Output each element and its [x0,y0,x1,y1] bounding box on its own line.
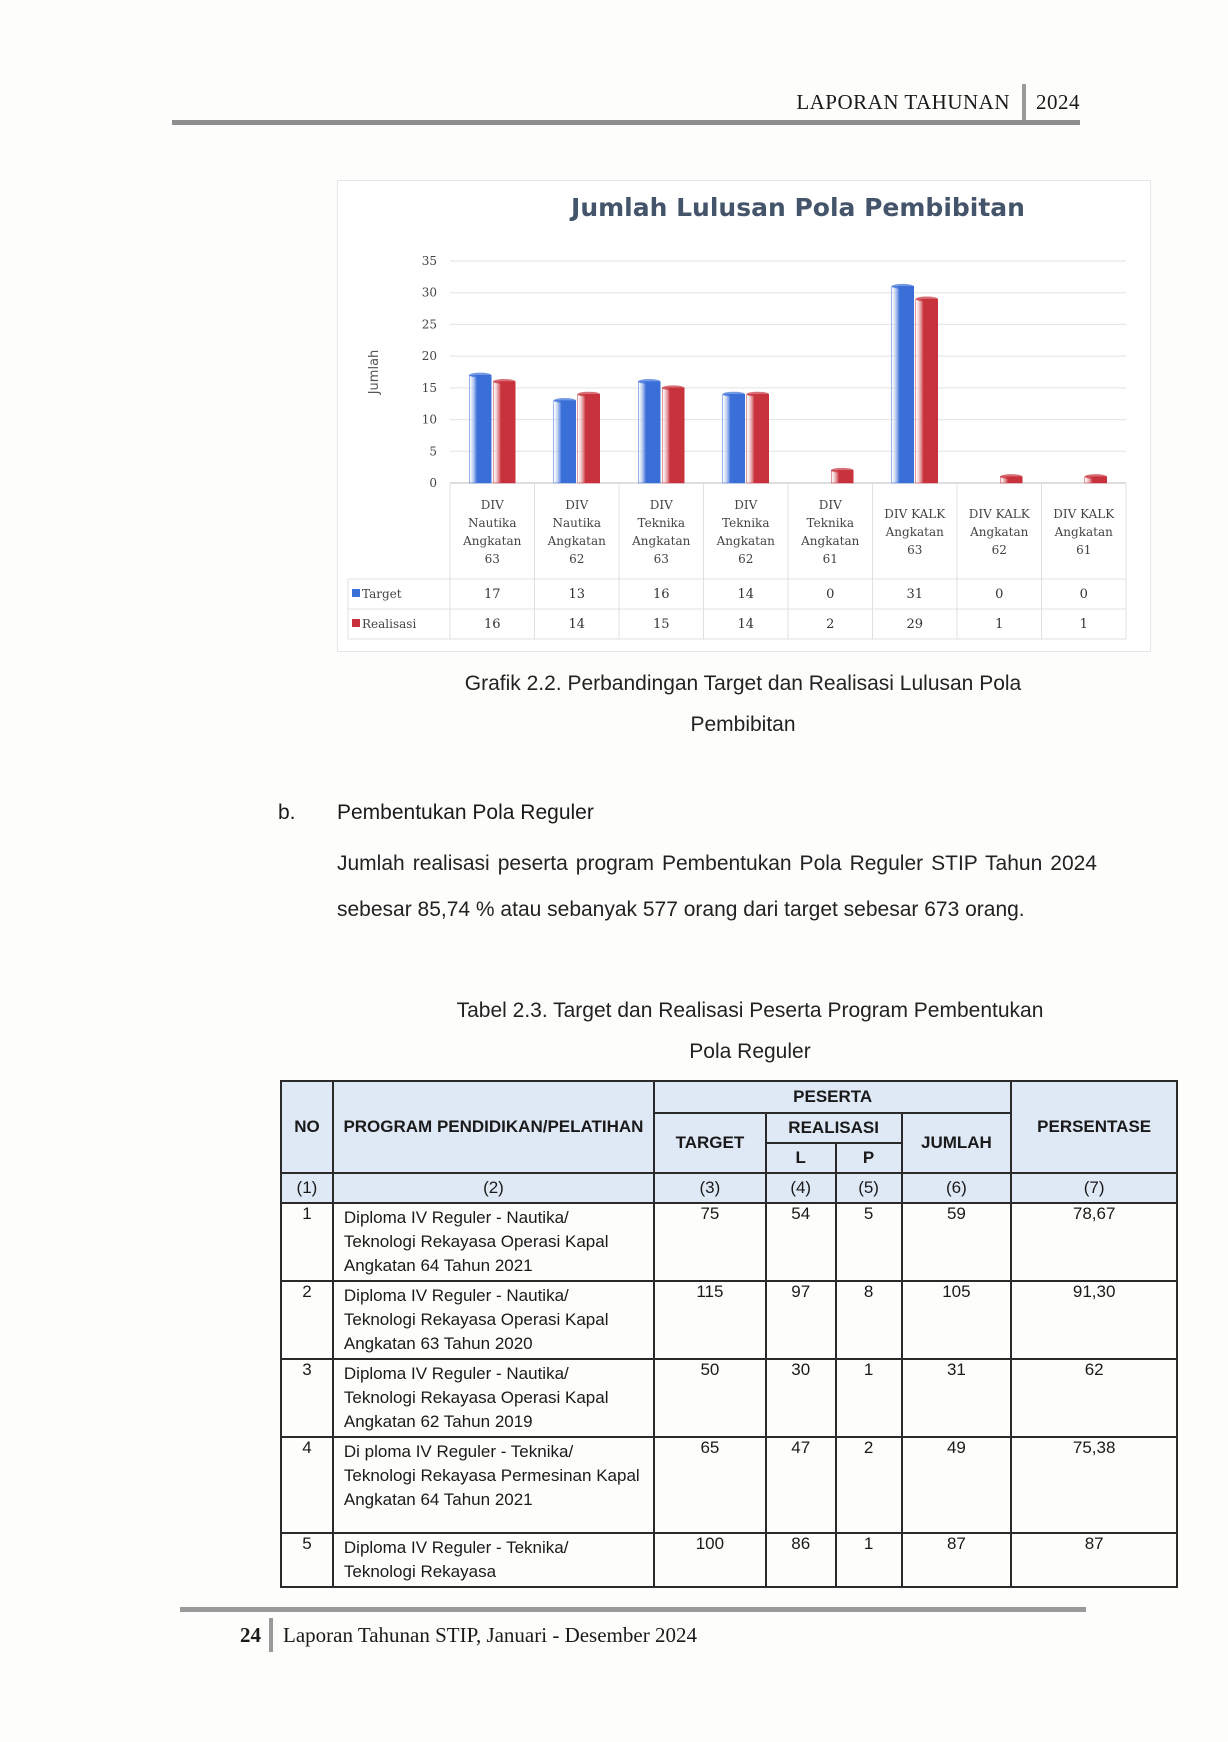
legend-key-realisasi [352,619,360,627]
section-title: Pembentukan Pola Reguler [337,801,594,824]
col-header-peserta: PESERTA [654,1081,1011,1113]
x-category-label: DIV KALK Angkatan 61 [1053,507,1115,557]
bar-realisasi [747,394,769,483]
x-category-label: DIV Teknika Angkatan 61 [801,498,860,566]
y-axis-label: Jumlah [367,349,382,395]
data-label: 16 [652,587,670,602]
cell-no: 5 [281,1533,333,1587]
cell-p: 8 [836,1281,902,1359]
x-category-label: DIV Nautika Angkatan 63 [463,498,522,566]
cell-p: 1 [836,1533,902,1587]
cell-p: 2 [836,1437,902,1533]
cell-no: 3 [281,1359,333,1437]
bar-target [892,286,914,483]
chart-canvas [338,181,1150,651]
table-row [281,1359,1177,1437]
index-cell: (7) [1011,1173,1177,1203]
y-tick-label: 20 [421,349,437,364]
page-header [172,70,1080,125]
cell-l: 30 [766,1359,836,1437]
x-category-label: DIV Teknika Angkatan 62 [716,498,775,566]
section-paragraph: Jumlah realisasi peserta program Pembentukan Pola Reguler STIP Tahun 2024 sebesar 85,74 % atau sebanyak 577 orang dari target sebesar 673 orang. [337,852,1097,921]
cell-p: 1 [836,1359,902,1437]
data-label: 0 [1079,587,1088,602]
bar-cap [662,385,684,390]
index-row [281,1173,1177,1203]
cell-program: Diploma IV Reguler - Nautika/ Teknologi Rekayasa Operasi Kapal Angkatan 63 Tahun 2020 [333,1281,654,1359]
cell-program: Diploma IV Reguler - Nautika/ Teknologi Rekayasa Operasi Kapal Angkatan 64 Tahun 2021 [333,1203,654,1281]
data-label: 0 [995,587,1004,602]
bar-cap [493,379,515,384]
page-footer [240,1618,697,1652]
footer-text: Laporan Tahunan STIP, Januari - Desember 2024 [283,1622,697,1647]
data-label: 16 [483,617,501,632]
cell-persentase: 62 [1011,1359,1177,1437]
data-label: 17 [483,587,501,602]
legend-label: Target [362,587,402,601]
figure-caption-line1: Grafik 2.2. Perbandingan Target dan Realisasi Lulusan Pola [464,672,1022,695]
figure-caption-line2: Pembibitan [690,713,796,736]
x-category-label: DIV Nautika Angkatan 62 [547,498,606,566]
header-divider [1022,84,1026,120]
cell-target: 75 [654,1203,766,1281]
bar-realisasi [662,388,684,483]
cell-persentase: 75,38 [1011,1437,1177,1533]
bar-cap [916,297,938,302]
bar-target [638,382,660,483]
col-header-persentase: PERSENTASE [1011,1081,1177,1173]
y-tick-label: 30 [421,285,437,300]
footer-rule [180,1607,1086,1612]
table-row [281,1533,1177,1587]
data-label: 31 [906,587,924,602]
cell-program: Diploma IV Reguler - Nautika/ Teknologi Rekayasa Operasi Kapal Angkatan 62 Tahun 2019 [333,1359,654,1437]
bar-cap [747,392,769,397]
data-label: 1 [1079,617,1088,632]
cell-persentase: 78,67 [1011,1203,1177,1281]
cell-jumlah: 87 [902,1533,1012,1587]
index-cell: (3) [654,1173,766,1203]
bar-cap [1000,474,1022,479]
col-header-program: PROGRAM PENDIDIKAN/PELATIHAN [333,1081,654,1173]
y-tick-label: 10 [421,412,437,427]
bar-realisasi [578,394,600,483]
cell-target: 115 [654,1281,766,1359]
cell-l: 86 [766,1533,836,1587]
data-label: 14 [737,617,755,632]
table-caption-line1: Tabel 2.3. Target dan Realisasi Peserta Program Pembentukan [456,999,1044,1022]
participants-table [280,1080,1178,1588]
bar-cap [638,379,660,384]
col-header-target: TARGET [654,1113,766,1173]
index-cell: (4) [766,1173,836,1203]
y-tick-label: 15 [421,380,437,395]
cell-program: Di ploma IV Reguler - Teknika/ Teknologi Rekayasa Permesinan Kapal Angkatan 64 Tahun 2021 [333,1437,654,1533]
y-tick-label: 25 [421,317,437,332]
cell-persentase: 91,30 [1011,1281,1177,1359]
cell-no: 1 [281,1203,333,1281]
cell-l: 47 [766,1437,836,1533]
y-tick-label: 0 [429,476,437,490]
header-year: 2024 [1036,89,1080,114]
bar-chart [337,180,1151,652]
y-tick-label: 35 [421,254,437,268]
cell-target: 65 [654,1437,766,1533]
cell-p: 5 [836,1203,902,1281]
data-label: 2 [826,617,835,632]
col-header-realisasi: REALISASI [766,1113,902,1143]
table-row [281,1203,1177,1281]
col-header-p: P [836,1143,902,1173]
chart-title: Jumlah Lulusan Pola Pembibitan [571,193,1025,222]
bar-cap [723,392,745,397]
cell-jumlah: 105 [902,1281,1012,1359]
bar-target [469,375,491,483]
cell-l: 97 [766,1281,836,1359]
legend-key-target [352,589,360,597]
bar-realisasi [916,299,938,483]
col-header-jumlah: JUMLAH [902,1113,1012,1173]
section-letter: b. [278,801,296,824]
data-label: 29 [906,617,924,632]
bar-target [554,401,576,483]
cell-l: 54 [766,1203,836,1281]
bar-cap [554,398,576,403]
data-label: 15 [652,617,670,632]
index-cell: (2) [333,1173,654,1203]
data-label: 0 [826,587,835,602]
page-number: 24 [240,1622,261,1647]
table-row [281,1281,1177,1359]
data-label: 14 [568,617,586,632]
cell-jumlah: 49 [902,1437,1012,1533]
cell-jumlah: 31 [902,1359,1012,1437]
cell-target: 50 [654,1359,766,1437]
index-cell: (6) [902,1173,1012,1203]
cell-program: Diploma IV Reguler - Teknika/ Teknologi Rekayasa [333,1533,654,1587]
x-category-label: DIV Teknika Angkatan 63 [632,498,691,566]
legend-label: Realisasi [362,617,417,631]
x-category-label: DIV KALK Angkatan 63 [884,507,946,557]
bar-cap [892,284,914,289]
col-header-no: NO [281,1081,333,1173]
index-cell: (1) [281,1173,333,1203]
table-caption [300,990,1200,1072]
cell-persentase: 87 [1011,1533,1177,1587]
cell-jumlah: 59 [902,1203,1012,1281]
x-category-label: DIV KALK Angkatan 62 [968,507,1030,557]
y-tick-label: 5 [429,444,437,459]
figure-caption [337,663,1149,745]
footer-divider [269,1618,273,1652]
cell-no: 4 [281,1437,333,1533]
data-label: 1 [995,617,1004,632]
bar-cap [1085,474,1107,479]
bar-cap [578,392,600,397]
bar-target [723,394,745,483]
table-row [281,1437,1177,1533]
header-text [796,84,1080,120]
bar-cap [469,373,491,378]
table-caption-line2: Pola Reguler [689,1040,811,1063]
header-title: LAPORAN TAHUNAN [796,89,1010,114]
cell-target: 100 [654,1533,766,1587]
bar-realisasi [493,382,515,483]
data-label: 14 [737,587,755,602]
bar-cap [831,468,853,473]
cell-no: 2 [281,1281,333,1359]
data-label: 13 [568,587,586,602]
index-cell: (5) [836,1173,902,1203]
col-header-l: L [766,1143,836,1173]
